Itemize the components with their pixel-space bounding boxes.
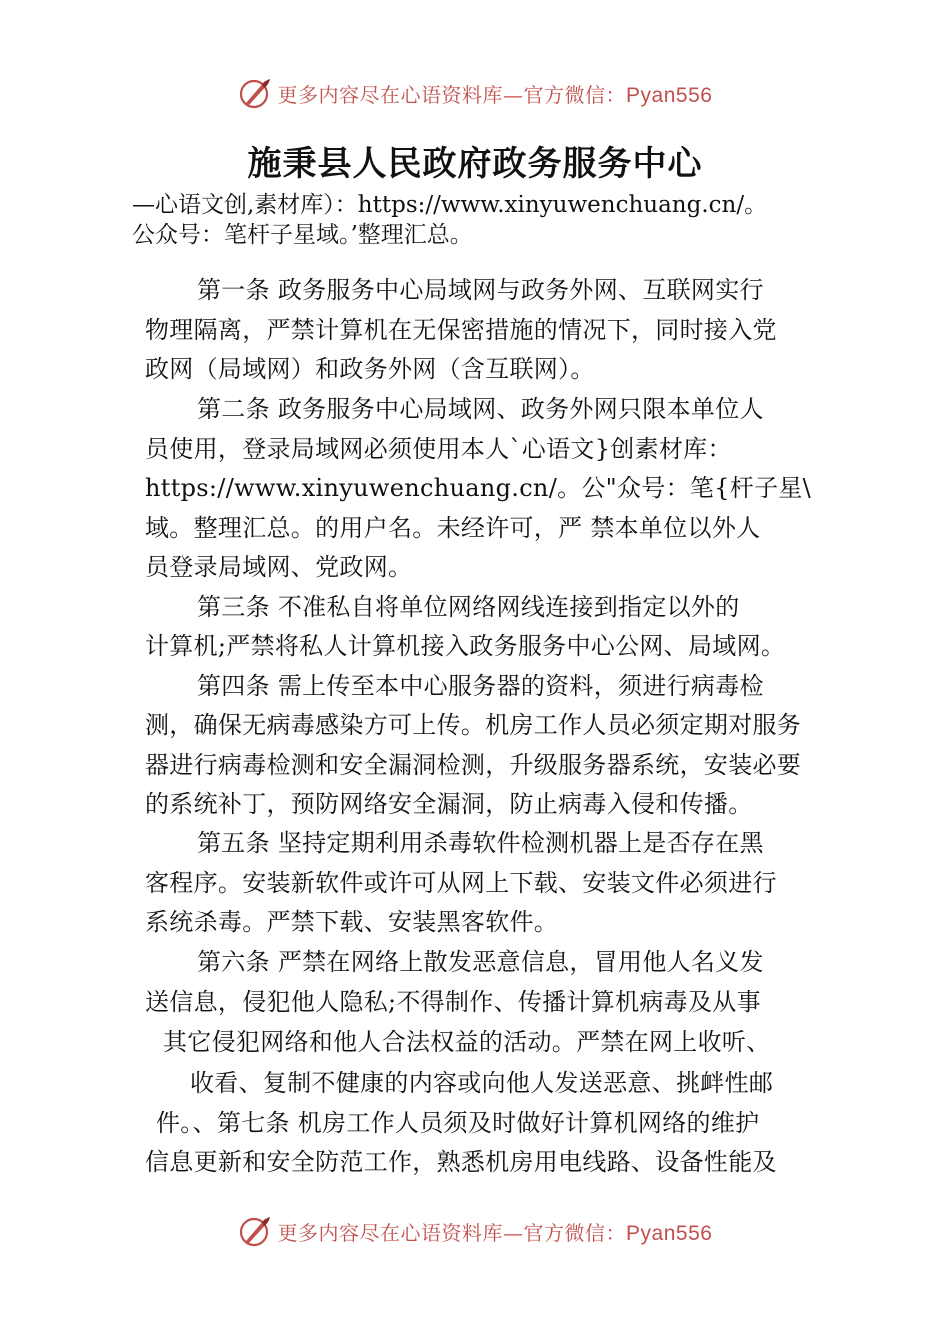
body-line: 第二条 政务服务中心局域网、政务外网只限本单位人: [197, 395, 764, 423]
body-line: 收看、复制不健康的内容或向他人发送恶意、挑衅性邮: [190, 1069, 774, 1097]
wechat-id: Pyan556: [626, 1221, 713, 1245]
body-line: https://www.xinyuwenchuang.cn/。公"众号：笔{杆子星\: [145, 474, 812, 502]
source-line: —心语文创,素材库）：https://www.xinyuwenchuang.cn/。: [132, 192, 768, 218]
body-line: 送信息，侵犯他人隐私;不得制作、传播计算机病毒及从事: [145, 988, 761, 1016]
body-line: 员登录局域网、党政网。: [145, 553, 413, 581]
body-line: 域。整理汇总。的用户名。未经许可，严 禁本单位以外人: [145, 514, 761, 542]
quill-pen-logo-icon: [238, 1214, 272, 1248]
body-line: 第三条 不准私自将单位网络网线连接到指定以外的: [197, 593, 740, 621]
body-line: 系统杀毒。严禁下载、安装黑客软件。: [145, 908, 559, 936]
body-line: 的系统补丁，预防网络安全漏洞，防止病毒入侵和传播。: [145, 790, 753, 818]
wechat-id: Pyan556: [626, 83, 713, 107]
body-line: 第一条 政务服务中心局域网与政务外网、互联网实行: [197, 276, 764, 304]
source-line: 公众号：笔杆子星域。’整理汇总。: [132, 222, 473, 248]
body-line: 客程序。安装新软件或许可从网上下载、安装文件必须进行: [145, 869, 777, 897]
body-line: 第四条 需上传至本中心服务器的资料，须进行病毒检: [197, 672, 764, 700]
body-line: 测，确保无病毒感染方可上传。机房工作人员必须定期对服务: [145, 711, 802, 739]
body-line: 信息更新和安全防范工作，熟悉机房用电线路、设备性能及: [145, 1148, 777, 1176]
body-line: 第六条 严禁在网络上散发恶意信息，冒用他人名义发: [197, 948, 764, 976]
page-title: 施秉县人民政府政务服务中心: [247, 144, 703, 184]
body-line: 其它侵犯网络和他人合法权益的活动。严禁在网上收听、: [163, 1028, 771, 1056]
body-line: 政网（局域网）和政务外网（含互联网）。: [145, 355, 595, 383]
body-line: 物理隔离，严禁计算机在无保密措施的情况下，同时接入党: [145, 316, 777, 344]
body-line: 员使用，登录局域网必须使用本人`心语文}创素材库：: [145, 435, 732, 463]
banner-text: 更多内容尽在心语资料库—官方微信：Pyan556: [277, 1220, 713, 1245]
body-line: 器进行病毒检测和安全漏洞检测，升级服务器系统，安装必要: [145, 751, 802, 779]
body-line: 第五条 坚持定期利用杀毒软件检测机器上是否存在黑: [197, 829, 764, 857]
footer-banner: [0, 1211, 950, 1251]
body-line: 计算机;严禁将私人计算机接入政务服务中心公网、局域网。: [145, 632, 786, 660]
body-line: 件。、第七条 机房工作人员须及时做好计算机网络的维护: [156, 1109, 760, 1137]
quill-pen-logo-icon: [238, 76, 272, 110]
banner-text: 更多内容尽在心语资料库—官方微信：Pyan556: [277, 82, 713, 107]
header-banner: [0, 73, 950, 113]
